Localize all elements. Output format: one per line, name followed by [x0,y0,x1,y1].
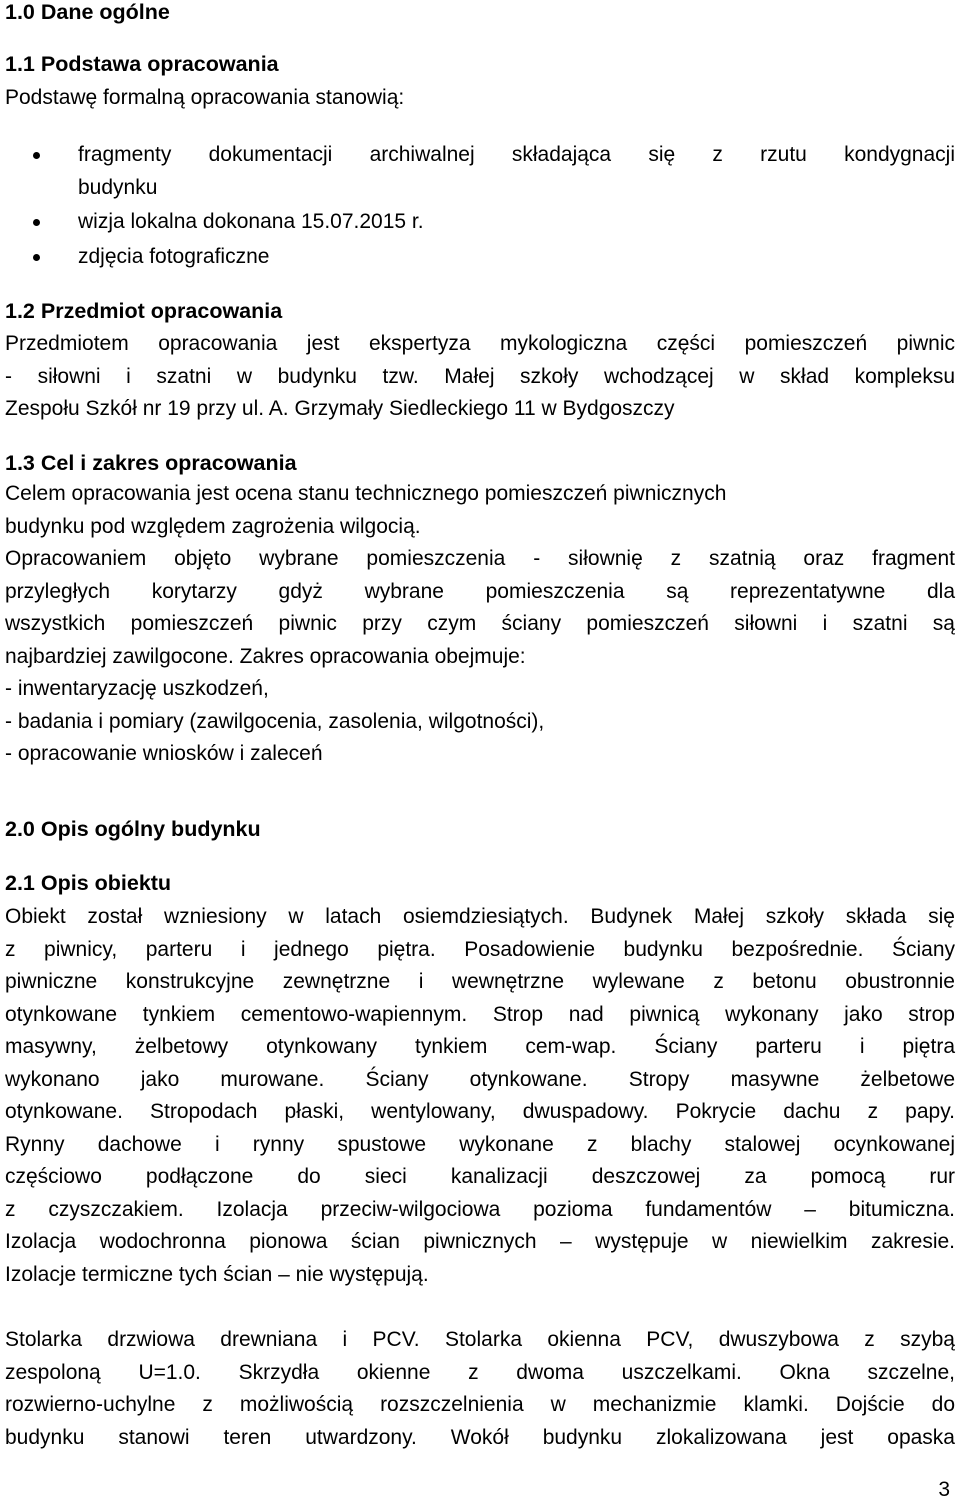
text-line: budynku stanowi teren utwardzony. Wokół budynku zlokalizowana jest opaska [5,1425,955,1449]
basis-list [5,139,955,273]
text-line: wykonano jako murowane. Ściany otynkowane. Stropy masywne żelbetowe [5,1067,955,1091]
text-line: Rynny dachowe i rynny spustowe wykonane z blachy stalowej ocynkowanej [5,1132,955,1156]
bullet-icon [33,254,40,261]
paragraph-przedmiot [5,328,955,426]
list-item-line: budynku [78,175,158,199]
text-line: z piwnicy, parteru i jednego piętra. Posadowienie budynku bezpośrednie. Ściany [5,937,955,961]
bullet-icon [33,219,40,226]
paragraph-cel-zakres [5,478,955,771]
list-item-line: wizja lokalna dokonana 15.07.2015 r. [78,210,424,233]
text-line: Stolarka drzwiowa drewniana i PCV. Stolarka okienna PCV, dwuszybowa z szybą [5,1328,955,1351]
text-line: - badania i pomiary (zawilgocenia, zasolenia, wilgotności), [5,709,545,733]
list-item [5,139,955,204]
paragraph-stolarka [5,1324,955,1454]
text-line: Przedmiotem opracowania jest ekspertyza mykologiczna części pomieszczeń piwnic [5,332,955,355]
text-line: Izolacja wodochronna pionowa ścian piwnicznych – występuje w niewielkim zakresie. [5,1230,955,1253]
section-heading-2-0: 2.0 Opis ogólny budynku [5,817,261,841]
text-line: otynkowane tynkiem cementowo-wapiennym. Strop nad piwnicą wykonany jako strop [5,1002,955,1026]
section-heading-1-0: 1.0 Dane ogólne [5,0,170,24]
text-line: masywny, żelbetowy otynkowany tynkiem cem-wap. Ściany parteru i piętra [5,1035,955,1058]
text-line: piwniczne konstrukcyjne zewnętrzne i wewnętrzne wylewane z betonu obustronnie [5,970,955,993]
text-line: częściowo podłączone do sieci kanalizacji deszczowej za pomocą rur [5,1165,955,1188]
text-line: Obiekt został wzniesiony w latach osiemdziesiątych. Budynek Małej szkoły składa się [5,905,955,928]
text-line: otynkowane. Stropodach płaski, wentylowany, dwuspadowy. Pokrycie dachu z papy. [5,1100,955,1123]
list-item [5,206,955,239]
subsection-heading-1-3: 1.3 Cel i zakres opracowania [5,451,297,475]
text-line: Opracowaniem objęto wybrane pomieszczenia - siłownię z szatnią oraz fragment [5,547,955,570]
text-line: - inwentaryzację uszkodzeń, [5,677,269,700]
text-line: zespoloną U=1.0. Skrzydła okienne z dwoma uszczelkami. Okna szczelne, [5,1360,955,1384]
list-item-line: zdjęcia fotograficzne [78,244,270,268]
text-line: budynku pod względem zagrożenia wilgocią. [5,514,421,538]
text-line: wszystkich pomieszczeń piwnic przy czym ściany pomieszczeń siłowni i szatni są [5,612,955,635]
page-number: 3 [938,1478,950,1501]
intro-text: Podstawę formalną opracowania stanowią: [5,86,405,109]
subsection-heading-1-2: 1.2 Przedmiot opracowania [5,299,283,323]
text-line: Izolacje termiczne tych ścian – nie występują. [5,1262,429,1286]
text-line: Celem opracowania jest ocena stanu technicznego pomieszczeń piwnicznych [5,482,727,505]
text-line: rozwierno-uchylne z możliwością rozszczelnienia w mechanizmie klamki. Dojście do [5,1393,955,1416]
subsection-heading-1-1: 1.1 Podstawa opracowania [5,52,279,76]
list-item [5,241,955,274]
list-item-line: fragmenty dokumentacji archiwalnej składająca się z rzutu kondygnacji [78,143,955,166]
text-line: z czyszczakiem. Izolacja przeciw-wilgociowa pozioma fundamentów – bitumiczna. [5,1197,955,1221]
text-line: przyległych korytarzy gdyż wybrane pomieszczenia są reprezentatywne dla [5,579,955,603]
subsection-heading-2-1: 2.1 Opis obiektu [5,871,172,895]
bullet-icon [33,152,40,159]
text-line: Zespołu Szkół nr 19 przy ul. A. Grzymały Siedleckiego 11 w Bydgoszczy [5,397,675,420]
text-line: - siłowni i szatni w budynku tzw. Małej szkoły wchodzącej w skład kompleksu [5,364,955,388]
text-line: - opracowanie wniosków i zaleceń [5,742,323,765]
paragraph-opis-obiektu [5,901,955,1291]
text-line: najbardziej zawilgocone. Zakres opracowania obejmuje: [5,644,526,668]
